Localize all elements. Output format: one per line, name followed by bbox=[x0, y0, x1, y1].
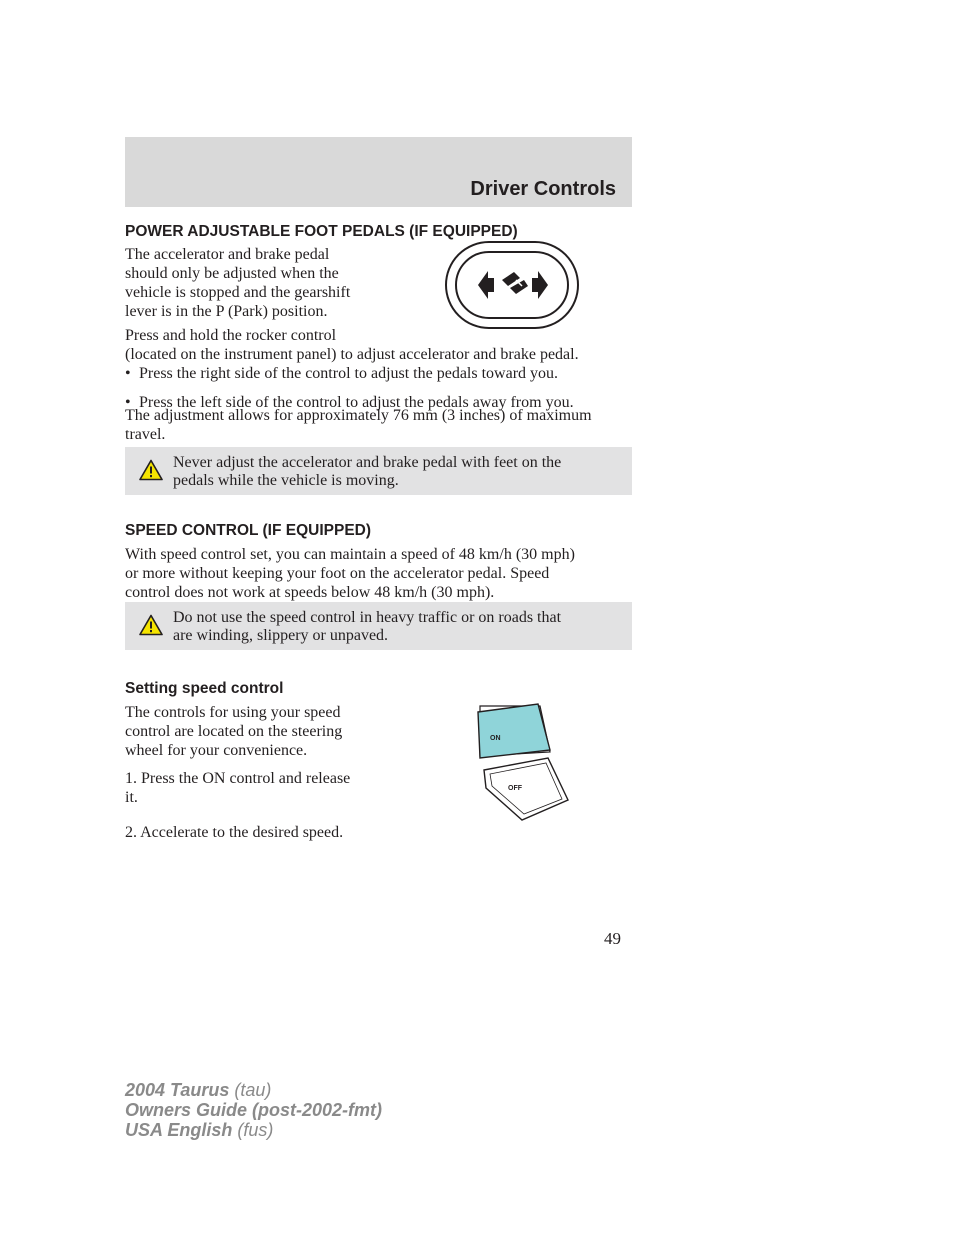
text-line: The adjustment allows for approximately 76 mm (3 inches) of maximum bbox=[125, 407, 592, 424]
warning-text bbox=[173, 609, 561, 645]
text-line: control does not work at speeds below 48 km/h (30 mph). bbox=[125, 584, 495, 601]
text-line: lever is in the P (Park) position. bbox=[125, 303, 328, 320]
speed-step-1 bbox=[125, 769, 405, 807]
warning-text bbox=[173, 454, 561, 490]
text-line: Press and hold the rocker control bbox=[125, 327, 337, 344]
on-button-illustration bbox=[478, 704, 550, 758]
text-line: should only be adjusted when the bbox=[125, 265, 339, 282]
text-line: control are located on the steering bbox=[125, 723, 343, 740]
list-item: • Press the right side of the control to adjust the pedals toward you. bbox=[125, 365, 559, 382]
text-line: Never adjust the accelerator and brake pedal with feet on the bbox=[173, 454, 562, 471]
pedals-bullet-list bbox=[125, 364, 635, 412]
text-line: With speed control set, you can maintain a speed of 48 km/h (30 mph) bbox=[125, 546, 575, 563]
text-line: wheel for your convenience. bbox=[125, 742, 308, 759]
off-button-illustration bbox=[484, 758, 568, 820]
pedals-warning-box bbox=[125, 447, 632, 495]
text-line: (located on the instrument panel) to adjust accelerator and brake pedal. bbox=[125, 346, 579, 363]
bullet-icon: • bbox=[125, 365, 131, 382]
document-footer bbox=[125, 1080, 382, 1140]
text-line: Do not use the speed control in heavy traffic or on roads that bbox=[173, 609, 562, 626]
speed-control-heading: SPEED CONTROL (IF EQUIPPED) bbox=[125, 522, 372, 539]
on-label: ON bbox=[490, 735, 501, 742]
text-line: or more without keeping your foot on the accelerator pedal. Speed bbox=[125, 565, 550, 582]
pedal-rocker-control-illustration bbox=[444, 240, 580, 330]
text-line: travel. bbox=[125, 426, 166, 443]
text-line: 1. Press the ON control and release bbox=[125, 770, 351, 787]
section-title: Driver Controls bbox=[470, 178, 616, 200]
speed-intro bbox=[125, 545, 635, 602]
setting-speed-control-subheading: Setting speed control bbox=[125, 680, 284, 697]
warning-icon bbox=[139, 614, 163, 636]
bullet-icon: • bbox=[125, 394, 131, 411]
list-item: • Press the left side of the control to adjust the pedals away from you. bbox=[125, 394, 574, 411]
text-line: it. bbox=[125, 789, 138, 806]
footer-line: USA English (fus) bbox=[125, 1120, 274, 1140]
pedals-intro bbox=[125, 245, 405, 321]
footer-line: 2004 Taurus (tau) bbox=[125, 1080, 272, 1100]
pedals-travel-note bbox=[125, 406, 635, 444]
text-line: pedals while the vehicle is moving. bbox=[173, 472, 399, 489]
pedals-press-instructions bbox=[125, 326, 635, 364]
warning-icon bbox=[139, 459, 163, 481]
speed-step-2: 2. Accelerate to the desired speed. bbox=[125, 824, 344, 841]
page-number: 49 bbox=[604, 929, 621, 948]
off-label: OFF bbox=[508, 785, 522, 792]
pedals-heading: POWER ADJUSTABLE FOOT PEDALS (IF EQUIPPED) bbox=[125, 223, 518, 240]
text-line: are winding, slippery or unpaved. bbox=[173, 627, 389, 644]
speed-warning-box bbox=[125, 602, 632, 650]
text-line: The accelerator and brake pedal bbox=[125, 246, 330, 263]
text-line: The controls for using your speed bbox=[125, 704, 341, 721]
text-line: vehicle is stopped and the gearshift bbox=[125, 284, 351, 301]
footer-line: Owners Guide (post-2002-fmt) bbox=[125, 1100, 383, 1120]
section-header-band bbox=[125, 137, 632, 207]
speed-control-buttons-illustration bbox=[474, 700, 574, 824]
speed-controls-location bbox=[125, 703, 405, 760]
